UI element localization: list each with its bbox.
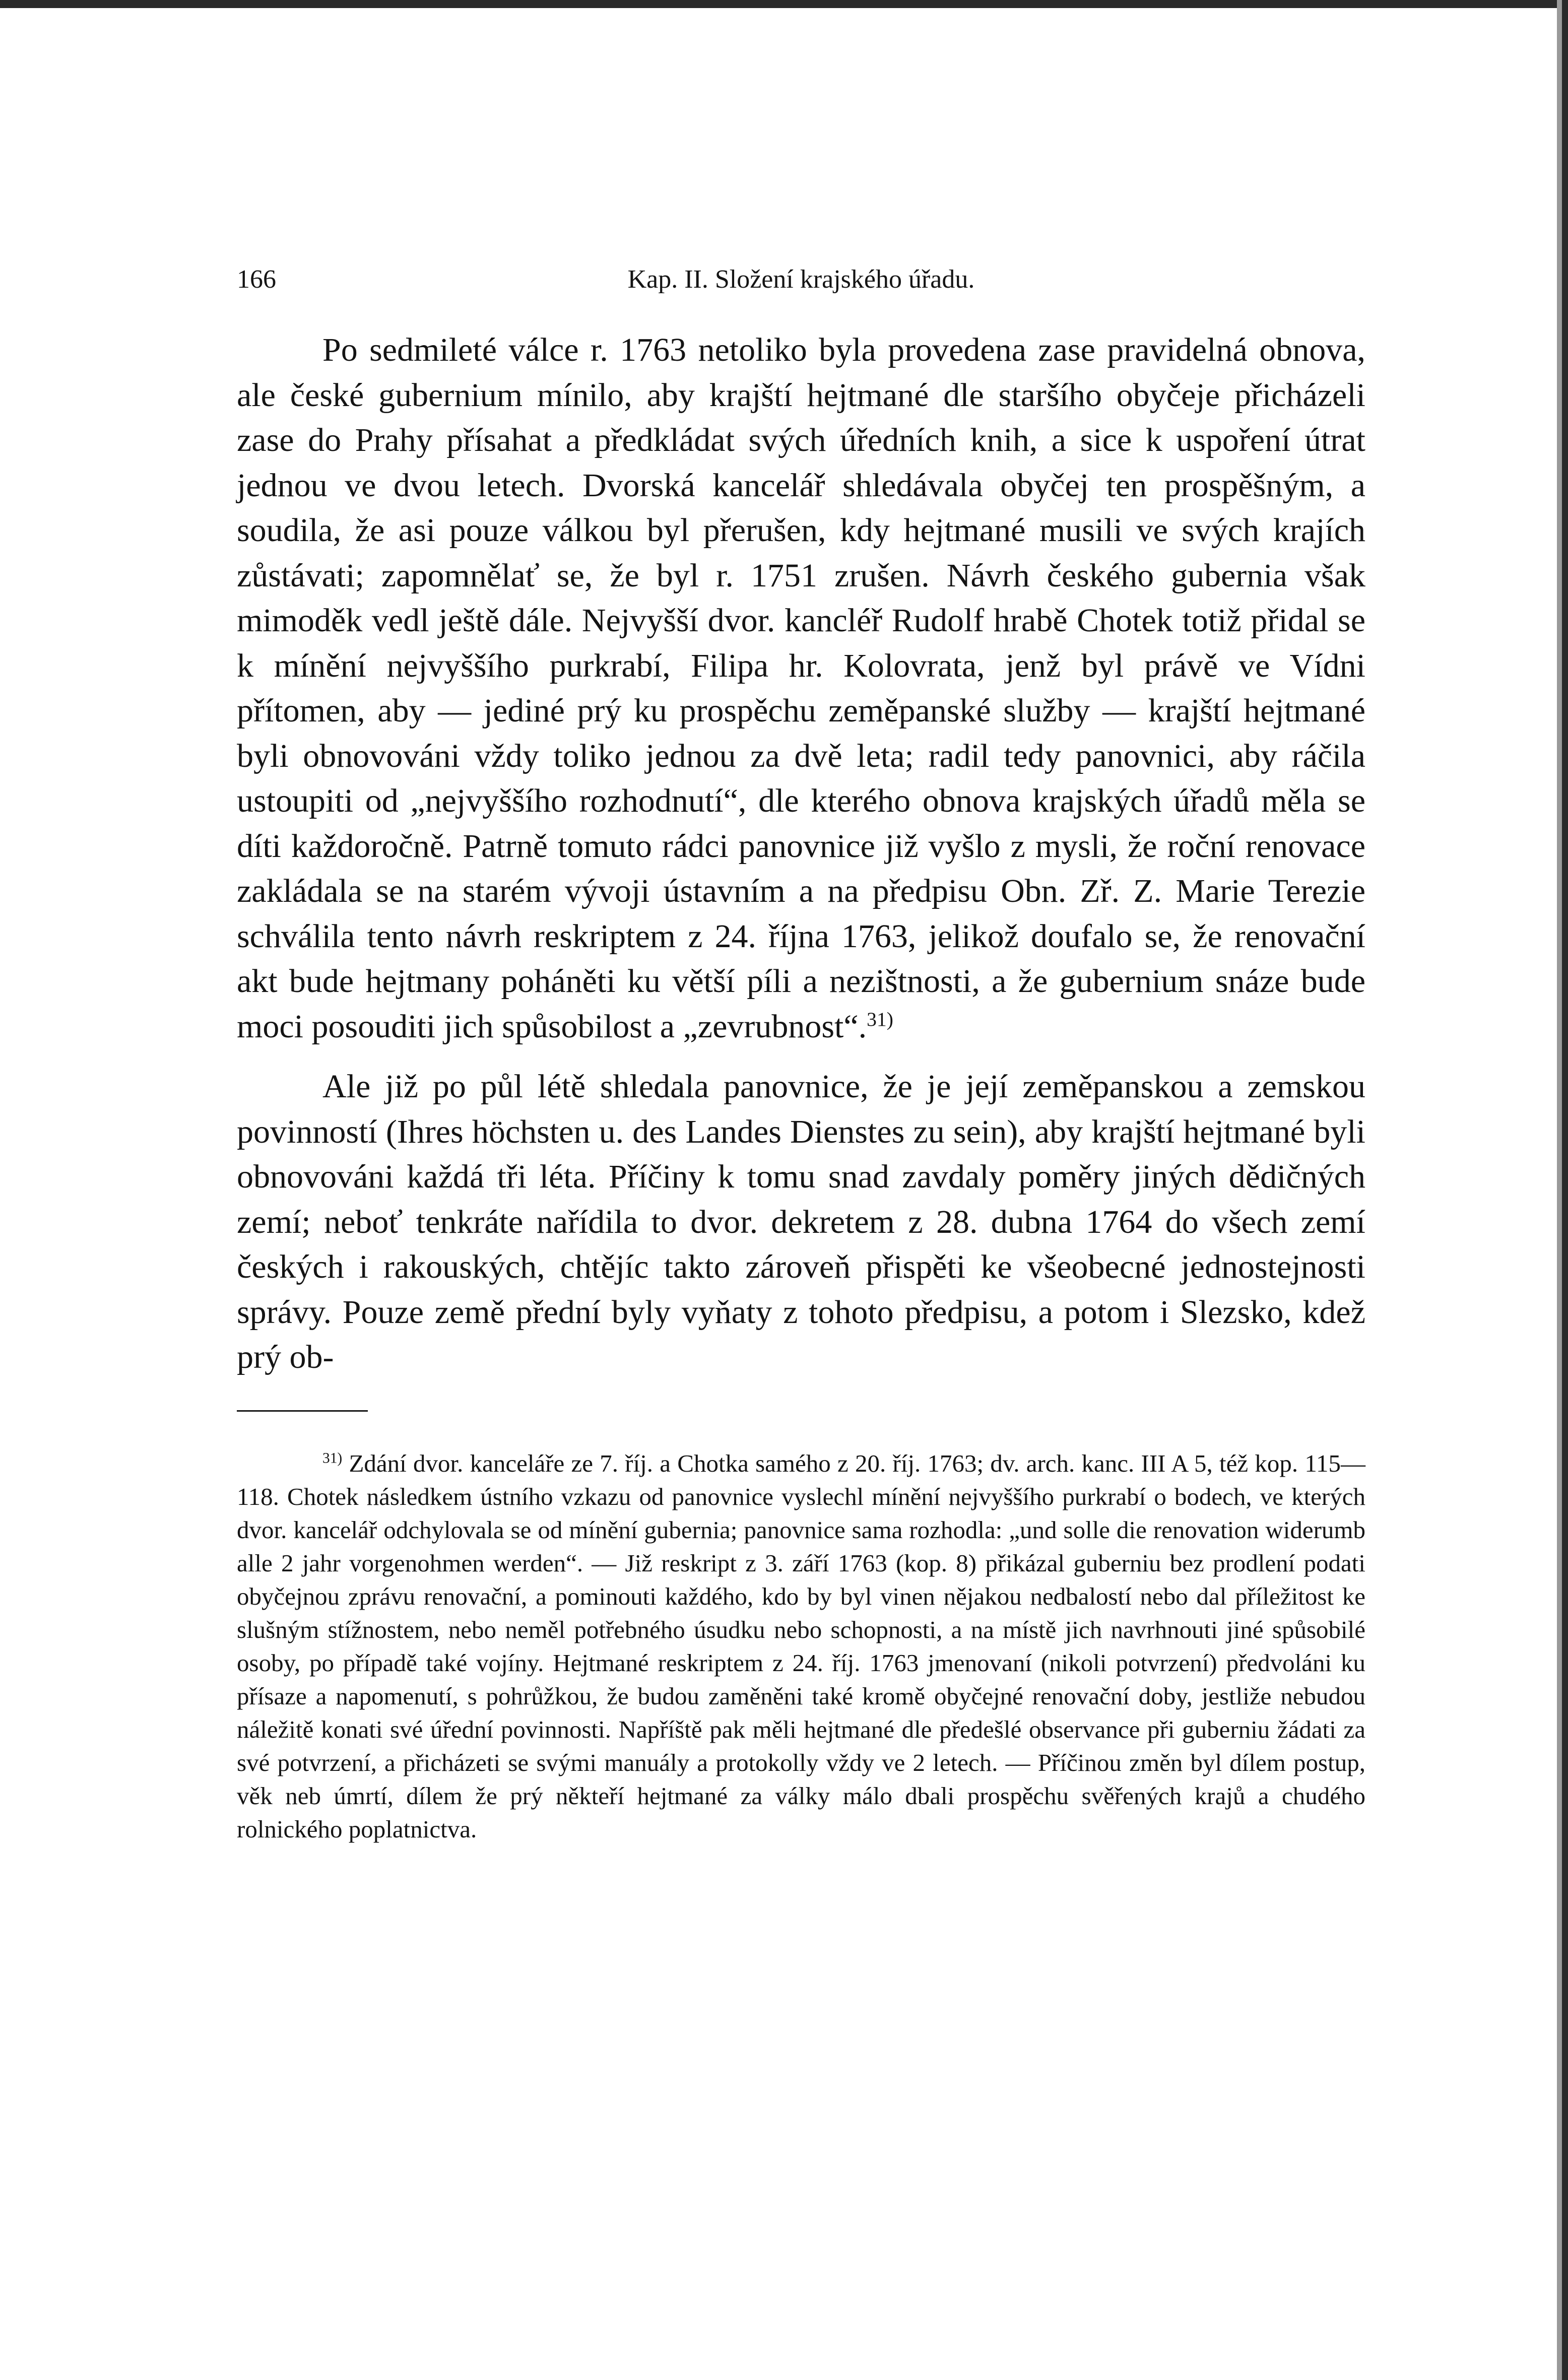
chapter-title: Kap. II. Složení krajského úřadu. (627, 265, 975, 294)
paragraph-2: Ale již po půl létě shledala panovnice, že je její zeměpanskou a zemskou povinností (Ihres höchsten u. des Landes Dienstes zu sein), aby krajští hejtmané byli obnovováni každá tři léta. Příčiny k tomu snad zavdaly poměry jiných dědičných zemí; neboť tenkráte nařídila to dvor. dekretem z 28. dubna 1764 do všech zemí českých i rakouských, chtějíc takto zároveň přispěti ke všeobecné jednostejnosti správy. Pouze země přední byly vyňaty z tohoto předpisu, a potom i Slezsko, kdež prý ob- (237, 1068, 1365, 1375)
paragraph-1 (237, 327, 1365, 1049)
footnote-marker: 31) (322, 1450, 343, 1467)
running-head (237, 262, 1365, 297)
paragraph-1-text: Po sedmileté válce r. 1763 netoliko byla provedena zase pravidelná obnova, ale české gubernium mínilo, aby krajští hejtmané dle staršího obyčeje přicházeli zase do Prahy přísahat a předkládat svých úředních knih, a sice k uspoření útrat jednou ve dvou letech. Dvorská kancelář shledávala obyčej ten prospěšným, a soudila, že asi pouze válkou byl přerušen, kdy hejtmané musili ve svých krajích zůstávati; zapomnělať se, že byl r. 1751 zrušen. Návrh českého gubernia však mimoděk vedl ještě dále. Nejvyšší dvor. kancléř Rudolf hrabě Chotek totiž přidal se k mínění nejvyššího purkrabí, Filipa hr. Kolovrata, jenž byl právě ve Vídni přítomen, aby — jediné prý ku prospěchu zeměpanské služby — krajští hejtmané byli obnovováni vždy toliko jednou za dvě leta; radil tedy panovnici, aby ráčila ustoupiti od „nejvyššího rozhodnutí“, dle kterého obnova krajských úřadů měla se díti každoročně. Patrně tomuto rádci panovnice již vyšlo z mysli, že roční renovace zakládala se na starém vývoji ústavním a na předpisu Obn. Zř. Z. Marie Terezie schválila tento návrh reskriptem z 24. října 1763, jelikož doufalo se, že renovační akt bude hejtmany poháněti ku větší píli a nezištnosti, a že gubernium snáze bude moci posouditi jich spůsobilost a „zevrubnost“. (237, 332, 1365, 1045)
footnote-text: Zdání dvor. kanceláře ze 7. říj. a Chotka samého z 20. říj. 1763; dv. arch. kanc. III A 5, též kop. 115—118. Chotek následkem ústního vzkazu od panovnice vyslechl mínění nejvyššího purkrabí o bodech, ve kterých dvor. kancelář odchylovala se od mínění gubernia; panovnice sama rozhodla: „und solle die renovation widerumb alle 2 jahr vorgenohmen werden“. — Již reskript z 3. září 1763 (kop. 8) přikázal guberniu bez prodlení podati obyčejnou zprávu renovační, a pominouti každého, kdo by byl vinen nějakou nedbalostí nebo dal příležitost ke slušným stížnostem, nebo neměl potřebného úsudku nebo schopnosti, a na místě jich navrhnouti jiné spůsobilé osoby, po případě také vojíny. Hejtmané reskriptem z 24. říj. 1763 jmenovaní (nikoli potvrzení) předvoláni ku přísaze a napomenutí, s pohrůžkou, že budou zaměněni také kromě obyčejné renovační doby, jestliže nebudou náležitě konati své úřední povinnosti. Napříště pak měli hejtmané dle předešlé observance při guberniu žádati za své potvrzení, a přicházeti se svými manuály a protokolly vždy ve 2 letech. — Příčinou změn byl dílem postup, věk neb úmrtí, dílem že prý někteří hejtmané za války málo dbali prospěchu svěřených krajů a chudého rolnického poplatnictva. (237, 1449, 1365, 1843)
scan-border-right-inner (1557, 0, 1562, 2380)
body-text (237, 327, 1365, 1380)
footnote-31 (237, 1447, 1365, 1846)
scan-border-top (0, 0, 1568, 8)
footnote-divider (237, 1410, 368, 1412)
page-number: 166 (237, 265, 276, 294)
book-page (237, 262, 1365, 1846)
scan-border-right (1562, 0, 1568, 2380)
footnote (237, 1447, 1365, 1846)
footnote-reference: 31) (867, 1008, 893, 1030)
